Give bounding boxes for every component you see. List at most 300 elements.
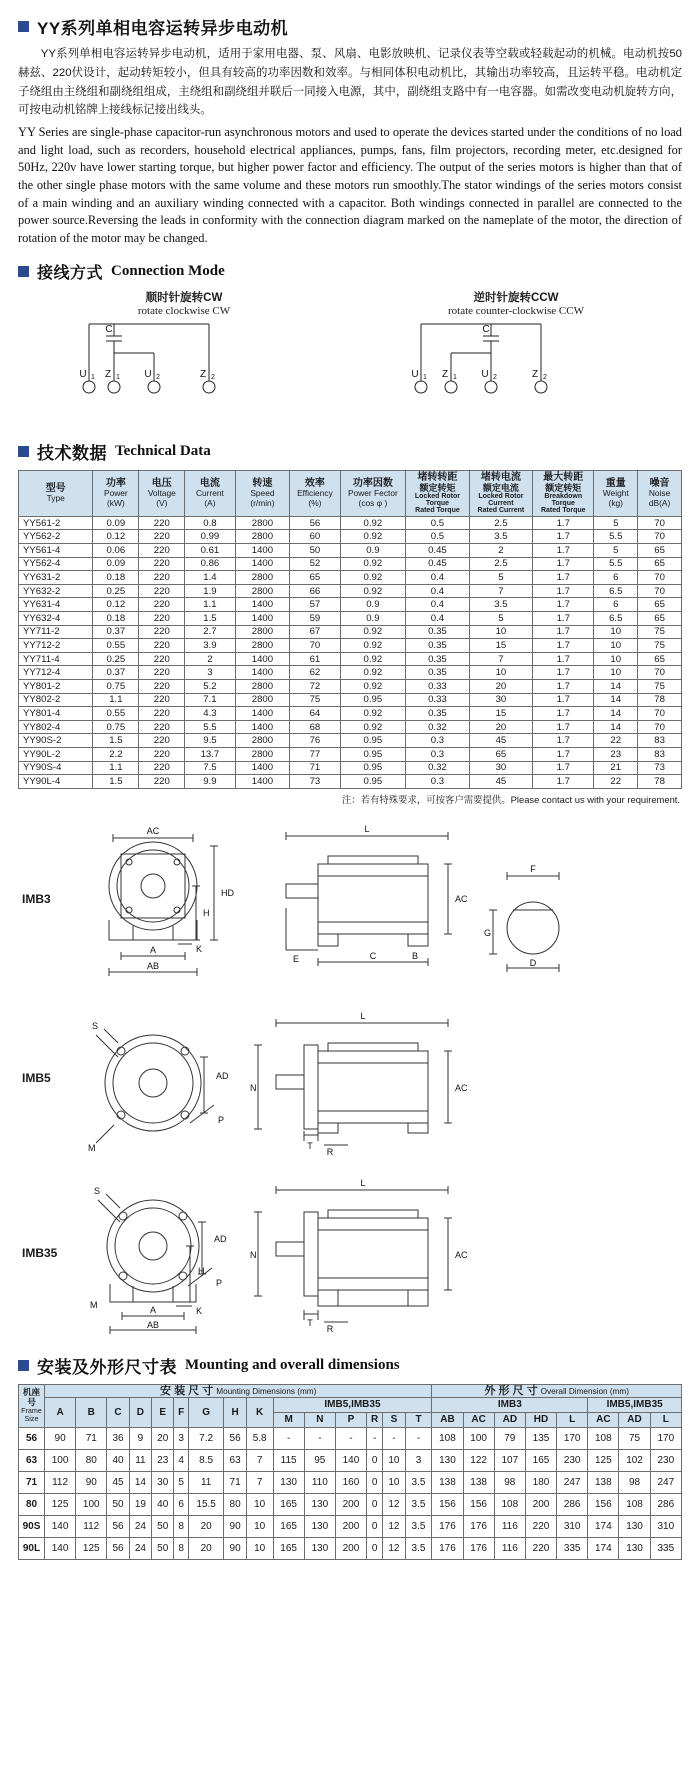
connection-heading-en: Connection Mode [111,262,225,279]
cell-value: 50 [290,544,340,558]
cell-value: 0.95 [340,775,406,789]
cell-value: 3.5 [469,530,532,544]
cell-value: 165 [525,1449,556,1471]
cell-value: 10 [594,652,638,666]
cell-type: YY802-2 [19,693,93,707]
cell-value: 57 [290,598,340,612]
svg-text:R: R [326,1323,334,1334]
th-H: H [224,1397,246,1427]
cell-value: 6 [174,1493,188,1515]
cell-value: 8.5 [188,1449,224,1471]
th-voltage: 电压 Voltage (V) [139,470,185,516]
cell-value: 0.33 [406,679,469,693]
cell-value: 0.3 [406,747,469,761]
cell-value: 30 [152,1471,174,1493]
cell-value: 125 [45,1493,76,1515]
cell-value: 3.5 [405,1493,432,1515]
svg-text:C: C [369,950,377,961]
cell-value: 14 [594,693,638,707]
cell-value: 7 [469,584,532,598]
cell-value: 220 [139,530,185,544]
cell-value: - [405,1427,432,1449]
cell-value: 1.7 [533,516,594,530]
cell-value: 0.92 [340,720,406,734]
cell-value: 0.12 [93,598,139,612]
cell-value: 75 [638,679,682,693]
cell-value: 0.09 [93,516,139,530]
cell-value: 65 [638,598,682,612]
cell-frame-size: 56 [19,1427,45,1449]
dimensions-heading-en: Mounting and overall dimensions [185,1356,400,1373]
cell-value: 10 [469,666,532,680]
page-title: YY系列单相电容运转异步电动机 [37,19,289,38]
th-power: 功率 Power (kW) [93,470,139,516]
cell-value: 220 [139,584,185,598]
cell-value: 0.55 [93,707,139,721]
cell-value: 12 [383,1493,405,1515]
cell-value: 107 [494,1449,525,1471]
cell-value: 90 [224,1515,246,1537]
cell-value: 100 [76,1493,107,1515]
cell-value: 130 [432,1449,463,1471]
imb5-label: IMB5 [22,1070,51,1085]
svg-text:K: K [196,943,203,954]
cell-value: 0.92 [340,639,406,653]
cell-value: 50 [107,1493,129,1515]
table-row [19,1493,682,1515]
cell-value: 70 [638,707,682,721]
cell-value: 130 [273,1471,304,1493]
svg-text:T: T [307,1317,313,1328]
cell-value: 0 [367,1515,383,1537]
drawing-imb35 [18,1174,682,1349]
th-B: B [76,1397,107,1427]
cell-value: 0.45 [406,544,469,558]
cell-value: 108 [588,1427,619,1449]
cell-value: 220 [139,679,185,693]
cell-value: 52 [290,557,340,571]
intro-chinese: YY系列单相电容运转异步电动机，适用于家用电器、泵、风扇、电影放映机、记录仪表等空载或轻载起动的机械。电动机按50赫兹、220伏设计，起动转矩较小，但具有较高的功率因数和效率。与相同体积电动机比，其输出功率较高，且运转平稳。电动机定子绕组由主绕组和副绕组组成，主绕组和副绕组并联后一同接入电源，其中，副绕组支路中有一电容器。如需改变电动机旋转方向，可按电动机铭牌上接线标记接出线头。 [18,48,682,117]
table-row [19,1427,682,1449]
cell-value: 65 [638,652,682,666]
table-row [19,557,682,571]
square-marker-icon [18,21,29,32]
cell-value: 56 [224,1427,246,1449]
cell-value: 200 [335,1493,366,1515]
cell-value: 10 [594,625,638,639]
cell-value: 64 [290,707,340,721]
svg-text:N: N [250,1249,257,1260]
cell-value: 1.7 [533,557,594,571]
table-row [19,720,682,734]
th-weight: 重量 Weight (kg) [594,470,638,516]
ccw-title-cn: 逆时针旋转CCW [473,291,559,304]
cell-value: 247 [650,1471,681,1493]
connection-heading [18,260,682,283]
cell-value: 10 [246,1515,273,1537]
cell-value: 0.92 [340,652,406,666]
cell-value: 0.95 [340,693,406,707]
svg-text:F: F [530,863,536,874]
svg-text:AC: AC [146,825,160,836]
cell-value: 67 [290,625,340,639]
cell-value: 61 [290,652,340,666]
cell-type: YY632-4 [19,611,93,625]
cell-value: 2800 [235,679,290,693]
cell-value: 0.5 [406,516,469,530]
cell-value: 0.95 [340,747,406,761]
cell-value: 0.45 [406,557,469,571]
cell-value: 1.7 [533,652,594,666]
cell-value: 220 [139,761,185,775]
cell-value: 9.5 [185,734,235,748]
svg-text:AC: AC [455,893,468,904]
cell-type: YY90S-4 [19,761,93,775]
cell-value: 45 [107,1471,129,1493]
svg-text:AB: AB [146,960,160,971]
cell-value: 0.35 [406,639,469,653]
cell-value: 0.9 [340,611,406,625]
cell-value: 24 [129,1537,151,1559]
cell-value: 90 [76,1471,107,1493]
cell-value: 1.7 [533,693,594,707]
technical-data-table [18,470,682,789]
cell-value: 78 [638,693,682,707]
th-noise: 噪音 Noise dB(A) [638,470,682,516]
cell-value: 0 [367,1493,383,1515]
table-row [19,639,682,653]
cell-value: 73 [638,761,682,775]
cell-value: 10 [383,1449,405,1471]
cell-value: 6 [594,598,638,612]
cell-value: 220 [139,652,185,666]
th-K: K [246,1397,273,1427]
cell-value: 90 [45,1427,76,1449]
cell-value: 220 [525,1537,556,1559]
cell-value: 140 [45,1537,76,1559]
cell-value: 15 [469,707,532,721]
cell-type: YY561-2 [19,516,93,530]
cell-value: 1.5 [185,611,235,625]
th-subgroup-imb5-imb35-overall: IMB5,IMB35 [588,1397,682,1412]
cell-value: 0.55 [93,639,139,653]
cell-value: 1400 [235,666,290,680]
cell-value: 14 [594,707,638,721]
cell-value: 165 [273,1537,304,1559]
frame-size-cn: 机座号 [22,1387,41,1407]
cell-value: 0.35 [406,666,469,680]
cell-value: 70 [290,639,340,653]
cell-value: 6.5 [594,584,638,598]
svg-text:A: A [149,944,157,955]
cell-type: YY90S-2 [19,734,93,748]
cell-value: 10 [246,1493,273,1515]
ccw-terminal-z2: Z [531,368,539,380]
svg-text:K: K [196,1305,203,1316]
cell-value: - [367,1427,383,1449]
cell-value: 98 [494,1471,525,1493]
cell-value: 0.92 [340,530,406,544]
cell-value: 1400 [235,761,290,775]
group-overall-cn: 外 形 尺 寸 [484,1384,538,1397]
cell-value: 2800 [235,584,290,598]
th-S: S [383,1412,405,1427]
cell-value: 5 [174,1471,188,1493]
cell-value: 180 [525,1471,556,1493]
cell-value: 130 [619,1515,650,1537]
svg-text:1: 1 [116,373,120,381]
cell-value: 59 [290,611,340,625]
cell-value: 0.25 [93,584,139,598]
cell-type: YY712-4 [19,666,93,680]
cell-value: 5 [594,544,638,558]
cell-value: 220 [139,625,185,639]
svg-text:AD: AD [214,1233,227,1244]
cell-value: 79 [494,1427,525,1449]
cell-value: 108 [494,1493,525,1515]
cell-value: 1.7 [533,734,594,748]
cell-value: 0.37 [93,625,139,639]
cell-value: 65 [290,571,340,585]
cell-value: 220 [139,720,185,734]
th-L: L [557,1412,588,1427]
square-marker-icon [18,446,29,457]
cell-value: 66 [290,584,340,598]
ccw-schematic [391,319,641,424]
cell-type: YY631-2 [19,571,93,585]
cell-value: 1.7 [533,747,594,761]
cell-value: 71 [224,1471,246,1493]
cell-value: 45 [469,775,532,789]
cell-value: 13.7 [185,747,235,761]
table-row [19,1537,682,1559]
cell-value: 14 [129,1471,151,1493]
cell-value: 0.95 [340,734,406,748]
cell-type: YY801-2 [19,679,93,693]
cell-value: 220 [139,693,185,707]
th-N: N [304,1412,335,1427]
th-P: P [335,1412,366,1427]
cell-frame-size: 71 [19,1471,45,1493]
technical-data-header [19,470,682,516]
cell-value: 83 [638,747,682,761]
cell-value: 0.99 [185,530,235,544]
cell-value: 0.92 [340,557,406,571]
cell-value: 70 [638,516,682,530]
cell-value: 220 [139,544,185,558]
cell-value: 20 [188,1537,224,1559]
connection-diagram-cw [34,289,334,429]
svg-text:E: E [292,953,300,964]
cell-frame-size: 90L [19,1537,45,1559]
cell-type: YY561-4 [19,544,93,558]
cell-value: 176 [432,1515,463,1537]
cell-value: 0.4 [406,611,469,625]
cell-value: 2 [185,652,235,666]
cell-value: 0.9 [340,544,406,558]
cell-value: 4.3 [185,707,235,721]
cell-value: 130 [619,1537,650,1559]
cell-value: 2.5 [469,557,532,571]
cell-value: 0.3 [406,775,469,789]
cell-value: 0.92 [340,679,406,693]
cell-value: 0.8 [185,516,235,530]
dimensions-header-row-2 [19,1397,682,1412]
cell-value: 0.9 [340,598,406,612]
cw-terminal-z2: Z [199,368,207,380]
th-speed: 转速 Speed (r/min) [235,470,290,516]
cell-value: 22 [594,775,638,789]
cell-value: 0.06 [93,544,139,558]
cell-value: 176 [463,1537,494,1559]
cell-value: 2.5 [469,516,532,530]
cell-frame-size: 90S [19,1515,45,1537]
cell-value: 140 [335,1449,366,1471]
ccw-capacitor-label: C [482,323,490,335]
cell-value: 247 [557,1471,588,1493]
cell-value: 21 [594,761,638,775]
cell-value: 2.2 [93,747,139,761]
cell-value: 1.7 [533,544,594,558]
dimensions-heading-cn: 安装及外形尺寸表 [37,1357,177,1377]
th-G: G [188,1397,224,1427]
cell-value: 73 [290,775,340,789]
cell-value: 9.9 [185,775,235,789]
cell-value: 70 [638,571,682,585]
cell-value: 1.7 [533,707,594,721]
cell-value: 176 [463,1515,494,1537]
cell-value: 75 [638,639,682,653]
svg-text:AB: AB [146,1319,160,1330]
cell-type: YY711-4 [19,652,93,666]
cell-value: 7 [246,1449,273,1471]
th-L2: L [650,1412,681,1427]
cell-value: 56 [290,516,340,530]
cell-value: 220 [139,598,185,612]
th-type: 型号 Type [19,470,93,516]
cell-value: 1400 [235,652,290,666]
cell-value: 1.5 [93,734,139,748]
cell-value: 1.7 [533,530,594,544]
svg-text:B: B [411,950,419,961]
cell-value: 108 [619,1493,650,1515]
cell-frame-size: 80 [19,1493,45,1515]
cell-value: 0.32 [406,720,469,734]
cell-value: 1400 [235,544,290,558]
cell-value: 11 [129,1449,151,1471]
table-row [19,652,682,666]
svg-text:HD: HD [221,887,234,898]
cell-value: - [383,1427,405,1449]
svg-text:1: 1 [453,373,457,381]
cell-value: 80 [76,1449,107,1471]
cell-type: YY711-2 [19,625,93,639]
th-D: D [129,1397,151,1427]
cell-value: 125 [588,1449,619,1471]
cell-value: 10 [383,1471,405,1493]
svg-text:D: D [529,957,537,968]
cell-value: 0 [367,1471,383,1493]
cell-value: 56 [107,1537,129,1559]
svg-text:H: H [203,907,210,918]
cell-value: 0.37 [93,666,139,680]
cell-value: 40 [107,1449,129,1471]
cell-value: 0 [367,1449,383,1471]
cell-value: 9 [129,1427,151,1449]
technical-data-body [19,516,682,788]
cell-value: 30 [469,693,532,707]
cell-value: 220 [139,747,185,761]
cw-terminal-u1: U [79,368,87,380]
svg-text:H: H [198,1265,205,1276]
svg-text:M: M [90,1299,98,1310]
cell-value: 50 [152,1515,174,1537]
dimensions-heading [18,1353,682,1378]
cell-value: 2 [469,544,532,558]
square-marker-icon [18,1360,29,1371]
cell-value: 2800 [235,625,290,639]
cell-value: 138 [432,1471,463,1493]
cw-schematic [59,319,309,424]
cell-value: 62 [290,666,340,680]
cell-value: 220 [139,516,185,530]
th-M: M [273,1412,304,1427]
cell-value: 63 [224,1449,246,1471]
technical-data-note: 注：若有特殊要求，可按客户需要提供。Please contact us with your requirement. [341,793,680,805]
cell-value: 220 [139,707,185,721]
cell-value: - [335,1427,366,1449]
cell-type: YY631-4 [19,598,93,612]
group-mounting-en: Mounting Dimensions (mm) [216,1386,317,1396]
group-mounting-cn: 安 装 尺 寸 [160,1384,214,1397]
table-header-row [19,470,682,516]
cell-value: 1.7 [533,611,594,625]
th-group-overall [432,1384,682,1397]
cell-value: 19 [129,1493,151,1515]
svg-text:S: S [94,1185,101,1196]
frame-size-en: Frame Size [21,1406,42,1424]
cell-value: 310 [557,1515,588,1537]
cell-value: 1.7 [533,625,594,639]
cell-value: 0.35 [406,625,469,639]
cell-value: 1.1 [93,693,139,707]
th-E: E [152,1397,174,1427]
cell-value: 1.5 [93,775,139,789]
imb35-label: IMB35 [22,1245,58,1260]
th-locked-rotor-current: 堵转电流 额定电流 Locked Rotor Current Rated Current [469,470,532,516]
cell-value: 0.4 [406,584,469,598]
cell-value: 75 [638,625,682,639]
cell-value: 1.7 [533,720,594,734]
connection-diagrams [18,289,682,429]
cell-value: 3.5 [469,598,532,612]
cell-value: 0.3 [406,734,469,748]
imb35-drawing [18,1174,682,1344]
cell-value: 1.1 [185,598,235,612]
intro-block [18,45,682,248]
cell-value: 56 [107,1515,129,1537]
cell-value: 36 [107,1427,129,1449]
cell-value: 7 [469,652,532,666]
cell-value: 1.1 [93,761,139,775]
cell-value: 156 [588,1493,619,1515]
cell-value: 1400 [235,611,290,625]
cell-value: 176 [432,1537,463,1559]
th-HD: HD [525,1412,556,1427]
cell-value: 3.9 [185,639,235,653]
ccw-terminal-u1: U [411,368,419,380]
cell-value: 90 [224,1537,246,1559]
